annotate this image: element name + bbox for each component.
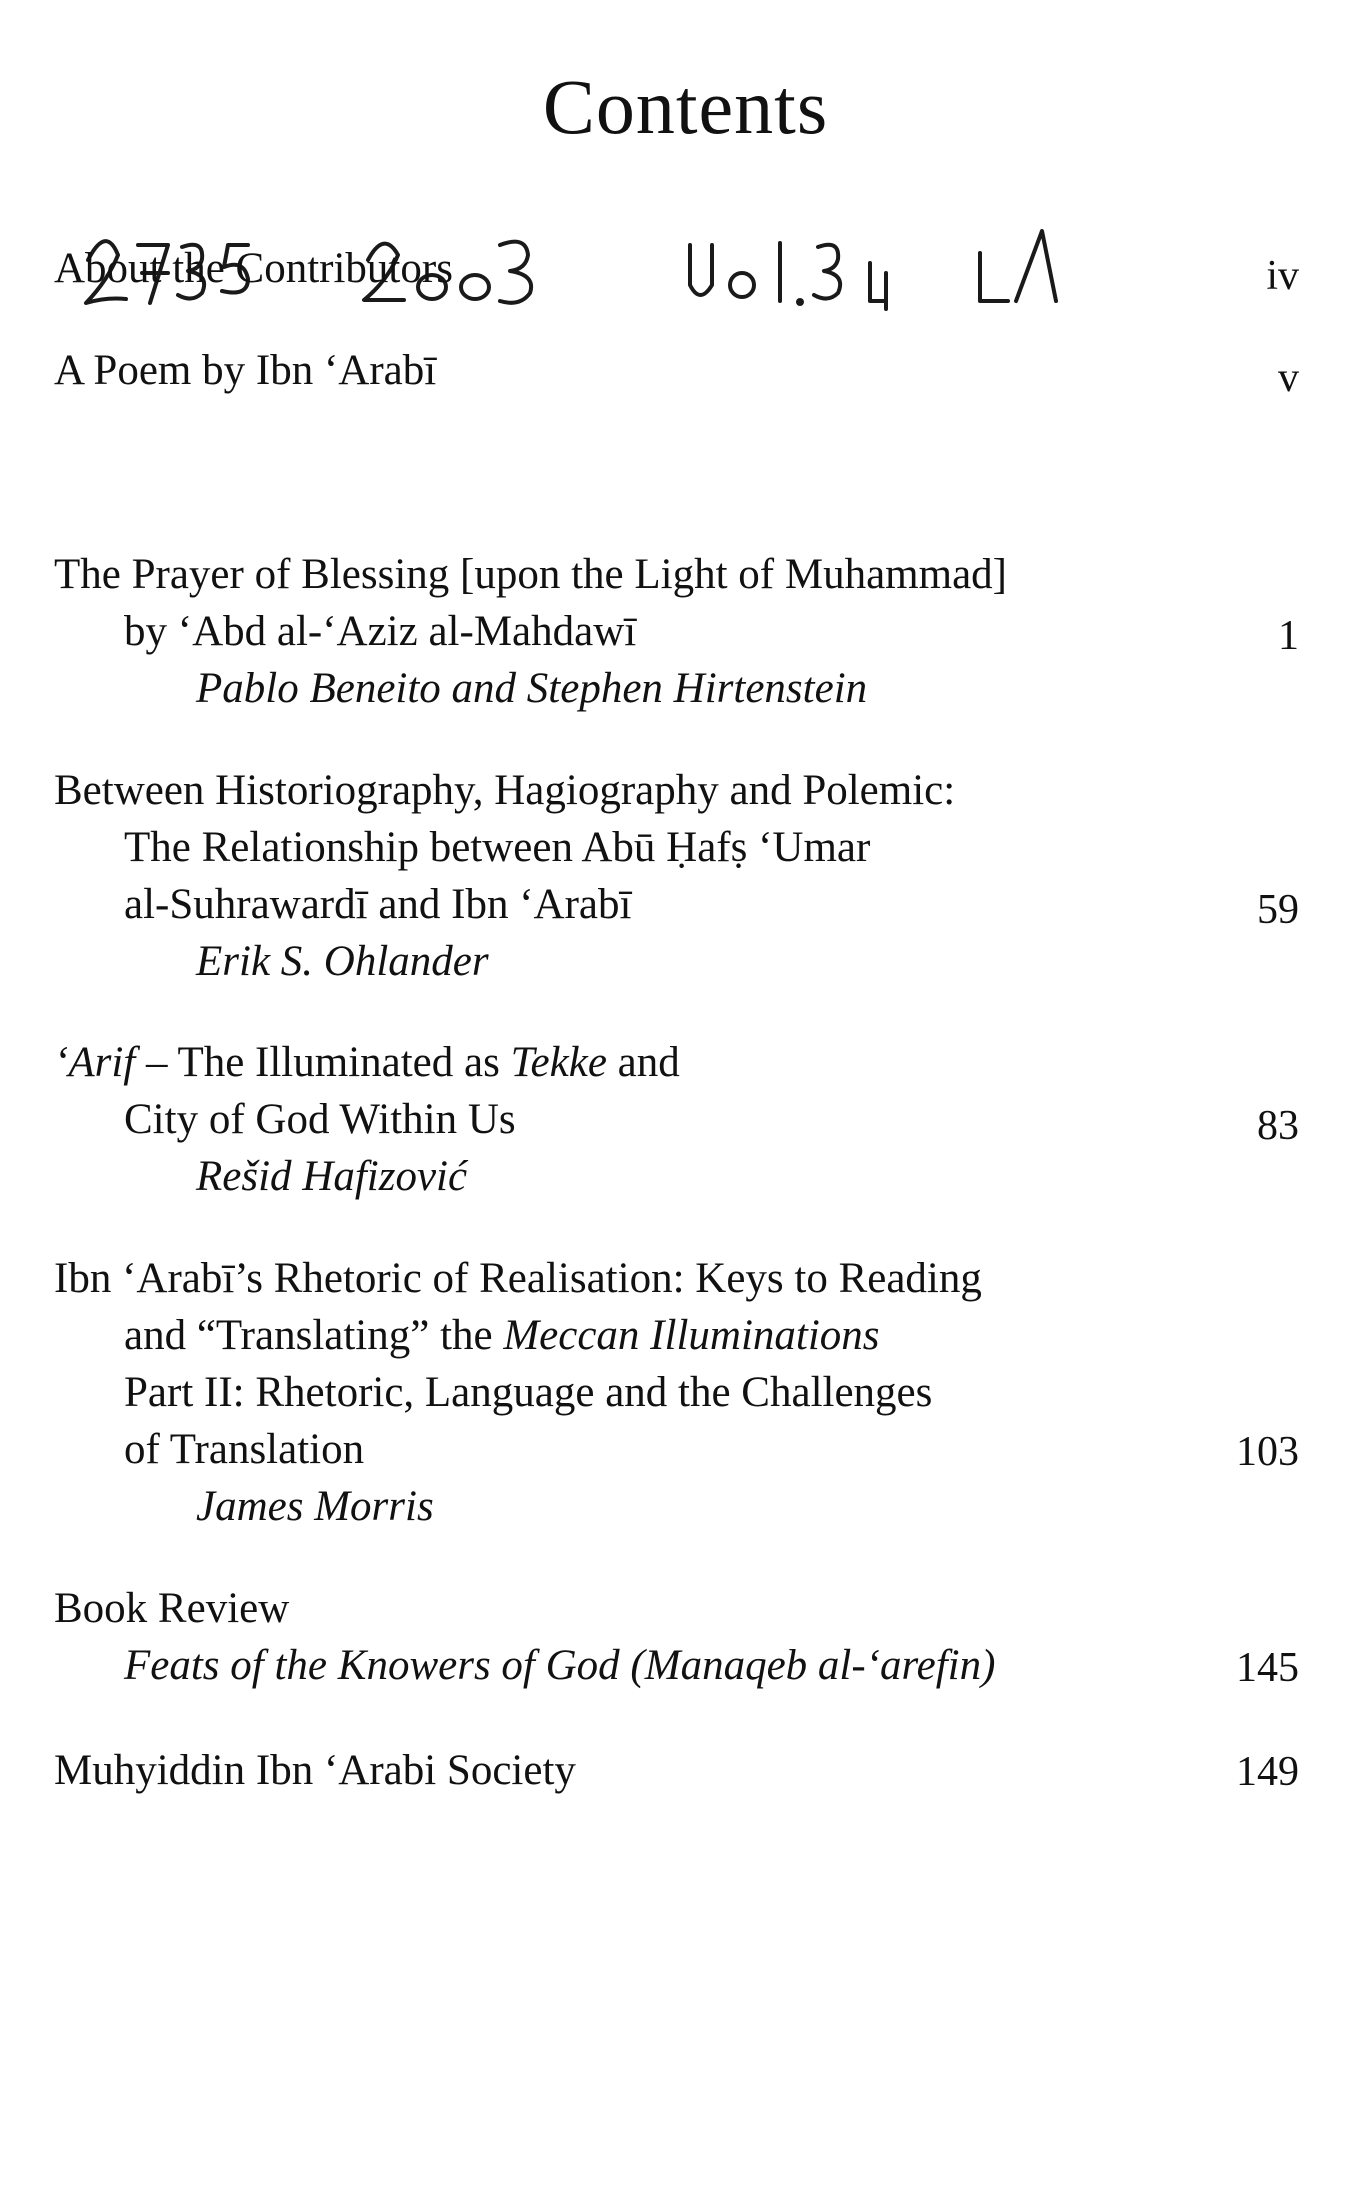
page-title: Contents [542, 63, 829, 150]
entry-title: Muhyiddin Ibn ‘Arabi Society [54, 1747, 576, 1794]
toc-entry[interactable] [54, 1034, 1299, 1205]
entry-title-line: The Prayer of Blessing [upon the Light of Muhammad] [54, 551, 1007, 598]
entry-title-line: Book Review [54, 1585, 290, 1632]
entry-author: Erik S. Ohlander [196, 938, 489, 985]
toc-entry[interactable] [54, 762, 1299, 990]
toc-entry[interactable] [54, 342, 1299, 399]
page-number: 83 [1257, 1103, 1299, 1149]
entry-title-italic: ‘Arif [54, 1039, 136, 1086]
entry-title-line: Between Historiography, Hagiography and Polemic: [54, 767, 956, 814]
toc-entry[interactable] [54, 1742, 1299, 1799]
entry-author: Pablo Beneito and Stephen Hirtenstein [196, 665, 868, 712]
page-number: 59 [1257, 887, 1299, 933]
page-number: 1 [1278, 613, 1299, 659]
entry-author: James Morris [196, 1483, 434, 1530]
page-number: 103 [1236, 1429, 1299, 1475]
entry-title-line: of Translation [124, 1426, 365, 1473]
entry-title-line: The Relationship between Abū Ḥafṣ ‘Umar [124, 824, 871, 871]
entry-title-text: – The Illuminated as [135, 1039, 511, 1086]
entry-title-line: Ibn ‘Arabī’s Rhetoric of Realisation: Keys to Reading [54, 1255, 982, 1302]
entry-title-text: and [606, 1039, 680, 1086]
entry-author: Rešid Hafizović [196, 1153, 468, 1200]
entry-title-line: City of God Within Us [124, 1096, 516, 1143]
page-number: 149 [1236, 1749, 1299, 1795]
entry-title-line [54, 1307, 1299, 1364]
page-number: iv [1266, 253, 1299, 299]
entry-title-line: Part II: Rhetoric, Language and the Challenges [124, 1369, 933, 1416]
entry-title-italic: Tekke [510, 1039, 607, 1086]
entry-title-line: Feats of the Knowers of God (Manaqeb al-‘arefin) [124, 1642, 996, 1689]
entry-title-line: by ‘Abd al-‘Aziz al-Mahdawī [124, 608, 637, 655]
entry-title: About the Contributors [54, 245, 453, 292]
entry-title: A Poem by Ibn ‘Arabī [54, 347, 437, 394]
entry-title-italic: Meccan Illuminations [503, 1312, 880, 1359]
entry-title-line: al-Suhrawardī and Ibn ‘Arabī [124, 881, 632, 928]
entry-title-text: and “Translating” the [124, 1312, 504, 1359]
entry-title-line [54, 1034, 1299, 1091]
toc-entry[interactable] [54, 546, 1299, 717]
toc-entry[interactable] [54, 1250, 1299, 1535]
toc-entry[interactable] [54, 1580, 1299, 1694]
toc-entry[interactable] [54, 240, 1299, 297]
page-number: v [1278, 355, 1299, 401]
page-number: 145 [1236, 1645, 1299, 1691]
